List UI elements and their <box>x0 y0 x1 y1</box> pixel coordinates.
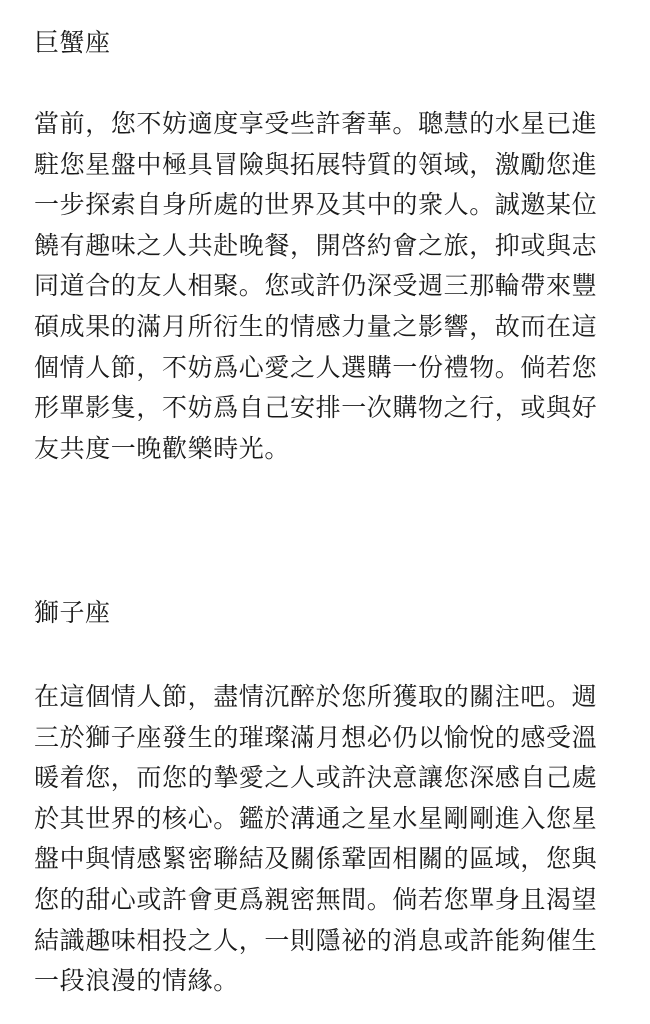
section-body-leo: 在這個情人節，盡情沉醉於您所獲取的關注吧。週三於獅子座發生的璀璨滿月想必仍以愉悅的感受溫暖着您，而您的摯愛之人或許決意讓您深感自己處於其世界的核心。鑑於溝通之星水星剛剛進入您星盤中與情感緊密聯結及關係鞏固相關的區域，您與您的甜心或許會更爲親密無間。倘若您單身且渴望結識趣味相投之人，一則隱祕的消息或許能夠催生一段浪漫的情緣。 <box>34 682 598 996</box>
section-cancer <box>34 25 620 469</box>
section-title-cancer: 巨蟹座 <box>34 28 111 57</box>
section-body-cancer: 當前，您不妨適度享受些許奢華。聰慧的水星已進駐您星盤中極具冒險與拓展特質的領域，激勵您進一步探索自身所處的世界及其中的衆人。誠邀某位饒有趣味之人共赴晚餐，開啓約會之旅，抑或與志同道合的友人相聚。您或許仍深受週三那輪帶來豐碩成果的滿月所衍生的情感力量之影響，故而在這個情人節，不妨爲心愛之人選購一份禮物。倘若您形單影隻，不妨爲自己安排一次購物之行，或與好友共度一晚歡樂時光。 <box>34 109 598 463</box>
section-title-leo: 獅子座 <box>34 598 111 627</box>
section-leo <box>34 595 620 1002</box>
